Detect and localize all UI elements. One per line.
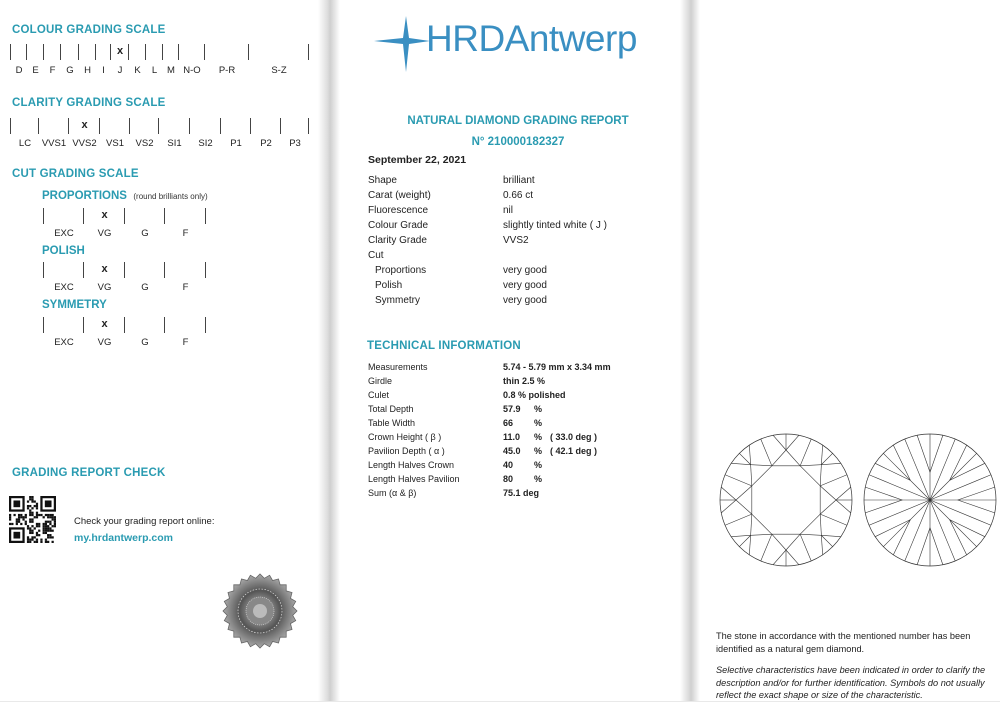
scale-label: VG xyxy=(97,228,112,239)
fold-shadow-left xyxy=(318,0,340,701)
scale-label: VG xyxy=(97,282,112,293)
pavilion-view-diagram xyxy=(860,430,1000,570)
grading-key: Clarity Grade xyxy=(368,235,427,246)
grading-value: brilliant xyxy=(503,175,535,186)
grade-mark: x xyxy=(81,119,88,131)
scale-cell xyxy=(251,118,281,134)
clarity-scale-title: CLARITY GRADING SCALE xyxy=(12,97,166,109)
scale-cell xyxy=(146,44,163,60)
check-online-link[interactable]: my.hrdantwerp.com xyxy=(74,532,173,544)
grading-value: very good xyxy=(503,265,547,276)
scale-cell xyxy=(130,118,159,134)
symmetry-title: SYMMETRY xyxy=(42,299,107,311)
scale-label: I xyxy=(102,65,105,76)
report-number: N° 210000182327 xyxy=(471,136,565,148)
technical-unit: % xyxy=(534,460,543,470)
scale-label: F xyxy=(182,228,189,239)
technical-value: 5.74 - 5.79 mm x 3.34 mm xyxy=(503,362,611,372)
technical-key: Length Halves Crown xyxy=(368,460,455,470)
technical-value: 0.8 % polished xyxy=(503,390,566,400)
scale-label: F xyxy=(182,337,189,348)
symmetry-scale xyxy=(43,317,206,348)
grading-value: nil xyxy=(503,205,514,216)
scale-label: J xyxy=(117,65,123,76)
grading-key: Proportions xyxy=(375,265,427,276)
scale-label: SI1 xyxy=(167,138,182,149)
hrd-antwerp-logo xyxy=(372,14,672,74)
scale-label: P1 xyxy=(230,138,242,149)
scale-label: G xyxy=(141,282,149,293)
scale-cell xyxy=(44,208,84,224)
report-title: NATURAL DIAMOND GRADING REPORT xyxy=(407,115,629,127)
technical-degrees: ( 42.1 deg ) xyxy=(550,446,598,456)
scale-label: SI2 xyxy=(198,138,213,149)
scale-label: P2 xyxy=(260,138,272,149)
scale-label: L xyxy=(151,65,158,76)
scale-label: F xyxy=(49,65,56,76)
grading-key: Fluorescence xyxy=(368,205,429,216)
scale-label: S-Z xyxy=(271,65,287,76)
scale-label: H xyxy=(84,65,91,76)
scale-label: K xyxy=(134,65,141,76)
report-date: September 22, 2021 xyxy=(368,154,467,166)
scale-cell xyxy=(163,44,179,60)
scale-label: G xyxy=(66,65,74,76)
proportions-scale xyxy=(43,208,206,239)
grade-mark: x xyxy=(101,318,108,330)
scale-cell xyxy=(165,262,206,278)
grading-key: Carat (weight) xyxy=(368,190,431,201)
scale-cell xyxy=(129,44,146,60)
technical-unit: % xyxy=(534,432,543,442)
scale-label: VG xyxy=(97,337,112,348)
scale-label: VS1 xyxy=(106,138,124,149)
technical-value: 45.0 xyxy=(503,446,521,456)
scale-cell xyxy=(44,262,84,278)
technical-info-title: TECHNICAL INFORMATION xyxy=(367,340,521,352)
scale-label: E xyxy=(32,65,39,76)
scale-label: G xyxy=(141,337,149,348)
polish-title: POLISH xyxy=(42,245,85,257)
technical-unit: % xyxy=(534,474,543,484)
qr-code-icon[interactable] xyxy=(9,496,56,543)
grading-value: very good xyxy=(503,280,547,291)
scale-label: VVS1 xyxy=(41,138,67,149)
scale-cell xyxy=(11,44,27,60)
scale-label: EXC xyxy=(54,337,74,348)
polish-scale xyxy=(43,262,206,293)
colour-scale-title: COLOUR GRADING SCALE xyxy=(12,24,166,36)
technical-unit: % xyxy=(534,404,543,414)
star-logo-icon xyxy=(372,14,432,74)
scale-cell xyxy=(79,44,96,60)
technical-degrees: ( 33.0 deg ) xyxy=(550,432,598,442)
technical-value: 40 xyxy=(503,460,514,470)
grade-mark: x xyxy=(101,263,108,275)
grading-value: 0.66 ct xyxy=(503,190,534,201)
technical-value: 57.9 xyxy=(503,404,521,414)
grading-key: Cut xyxy=(368,250,384,261)
scale-cell xyxy=(44,317,84,333)
technical-unit: % xyxy=(534,446,543,456)
scale-label: D xyxy=(15,65,23,76)
scale-cell xyxy=(190,118,221,134)
scale-label: F xyxy=(182,282,189,293)
fold-shadow-right xyxy=(680,0,700,701)
scale-cell xyxy=(205,44,249,60)
scale-cell xyxy=(165,208,206,224)
scale-label: VVS2 xyxy=(72,138,97,149)
colour-grading-scale xyxy=(10,44,309,76)
technical-key: Measurements xyxy=(368,362,428,372)
proportions-label: PROPORTIONS xyxy=(42,190,127,202)
grading-value: VVS2 xyxy=(503,235,529,246)
technical-key: Length Halves Pavilion xyxy=(368,474,460,484)
technical-key: Girdle xyxy=(368,376,393,386)
scale-cell xyxy=(11,118,39,134)
scale-cell xyxy=(44,44,61,60)
scale-cell xyxy=(159,118,190,134)
scale-label: G xyxy=(141,228,149,239)
grading-key: Polish xyxy=(375,280,403,291)
technical-value: thin 2.5 % xyxy=(503,376,546,386)
disclaimer-note: Selective characteristics have been indicated in order to clarify the description and/or for further identification. Symbols do not usually reflect the exact shape or size of the characteristic. xyxy=(716,665,986,700)
scale-cell xyxy=(179,44,205,60)
technical-key: Crown Height ( β ) xyxy=(368,432,442,442)
technical-key: Sum (α & β) xyxy=(368,488,417,498)
technical-key: Pavilion Depth ( α ) xyxy=(368,446,445,456)
scale-label: EXC xyxy=(54,282,74,293)
scale-cell xyxy=(249,44,309,60)
grading-key: Symmetry xyxy=(375,295,420,306)
scale-label: M xyxy=(167,65,175,76)
check-online-text: Check your grading report online: xyxy=(74,516,215,527)
scale-label: P-R xyxy=(218,65,236,76)
scale-cell xyxy=(281,118,309,134)
scale-cell xyxy=(61,44,79,60)
technical-unit: % xyxy=(534,418,543,428)
scale-label: P3 xyxy=(289,138,301,149)
scale-cell xyxy=(165,317,206,333)
scale-cell xyxy=(125,262,165,278)
technical-value: 75.1 deg xyxy=(503,488,540,498)
grading-key: Colour Grade xyxy=(368,220,429,231)
grading-report-check-title: GRADING REPORT CHECK xyxy=(12,467,166,479)
grading-key: Shape xyxy=(368,175,397,186)
clarity-grading-scale xyxy=(10,118,309,149)
grade-mark: x xyxy=(101,209,108,221)
scale-cell xyxy=(96,44,111,60)
proportions-note: (round brilliants only) xyxy=(133,192,208,201)
logo-text: HRDAntwerp xyxy=(426,18,637,59)
cut-scale-title: CUT GRADING SCALE xyxy=(12,168,139,180)
grade-mark: x xyxy=(116,45,124,57)
technical-key: Total Depth xyxy=(368,404,414,414)
identification-statement: The stone in accordance with the mentioned number has been identified as a natural gem diamond. xyxy=(716,631,971,654)
technical-key: Table Width xyxy=(368,418,416,428)
scale-cell xyxy=(125,317,165,333)
scale-cell xyxy=(125,208,165,224)
crown-view-diagram xyxy=(716,430,856,570)
grading-value: very good xyxy=(503,295,547,306)
scale-cell xyxy=(221,118,251,134)
scale-cell xyxy=(27,44,44,60)
scale-label: N-O xyxy=(183,65,201,76)
scale-label: LC xyxy=(18,138,32,149)
grading-value: slightly tinted white ( J ) xyxy=(503,220,607,231)
scale-label: EXC xyxy=(54,228,74,239)
proportions-title xyxy=(42,190,208,202)
technical-key: Culet xyxy=(368,390,390,400)
scale-cell xyxy=(100,118,130,134)
scale-label: VS2 xyxy=(135,138,154,149)
technical-value: 11.0 xyxy=(503,432,521,442)
technical-value: 66 xyxy=(503,418,514,428)
scale-cell xyxy=(39,118,69,134)
hologram-seal-icon xyxy=(222,573,298,649)
technical-value: 80 xyxy=(503,474,514,484)
